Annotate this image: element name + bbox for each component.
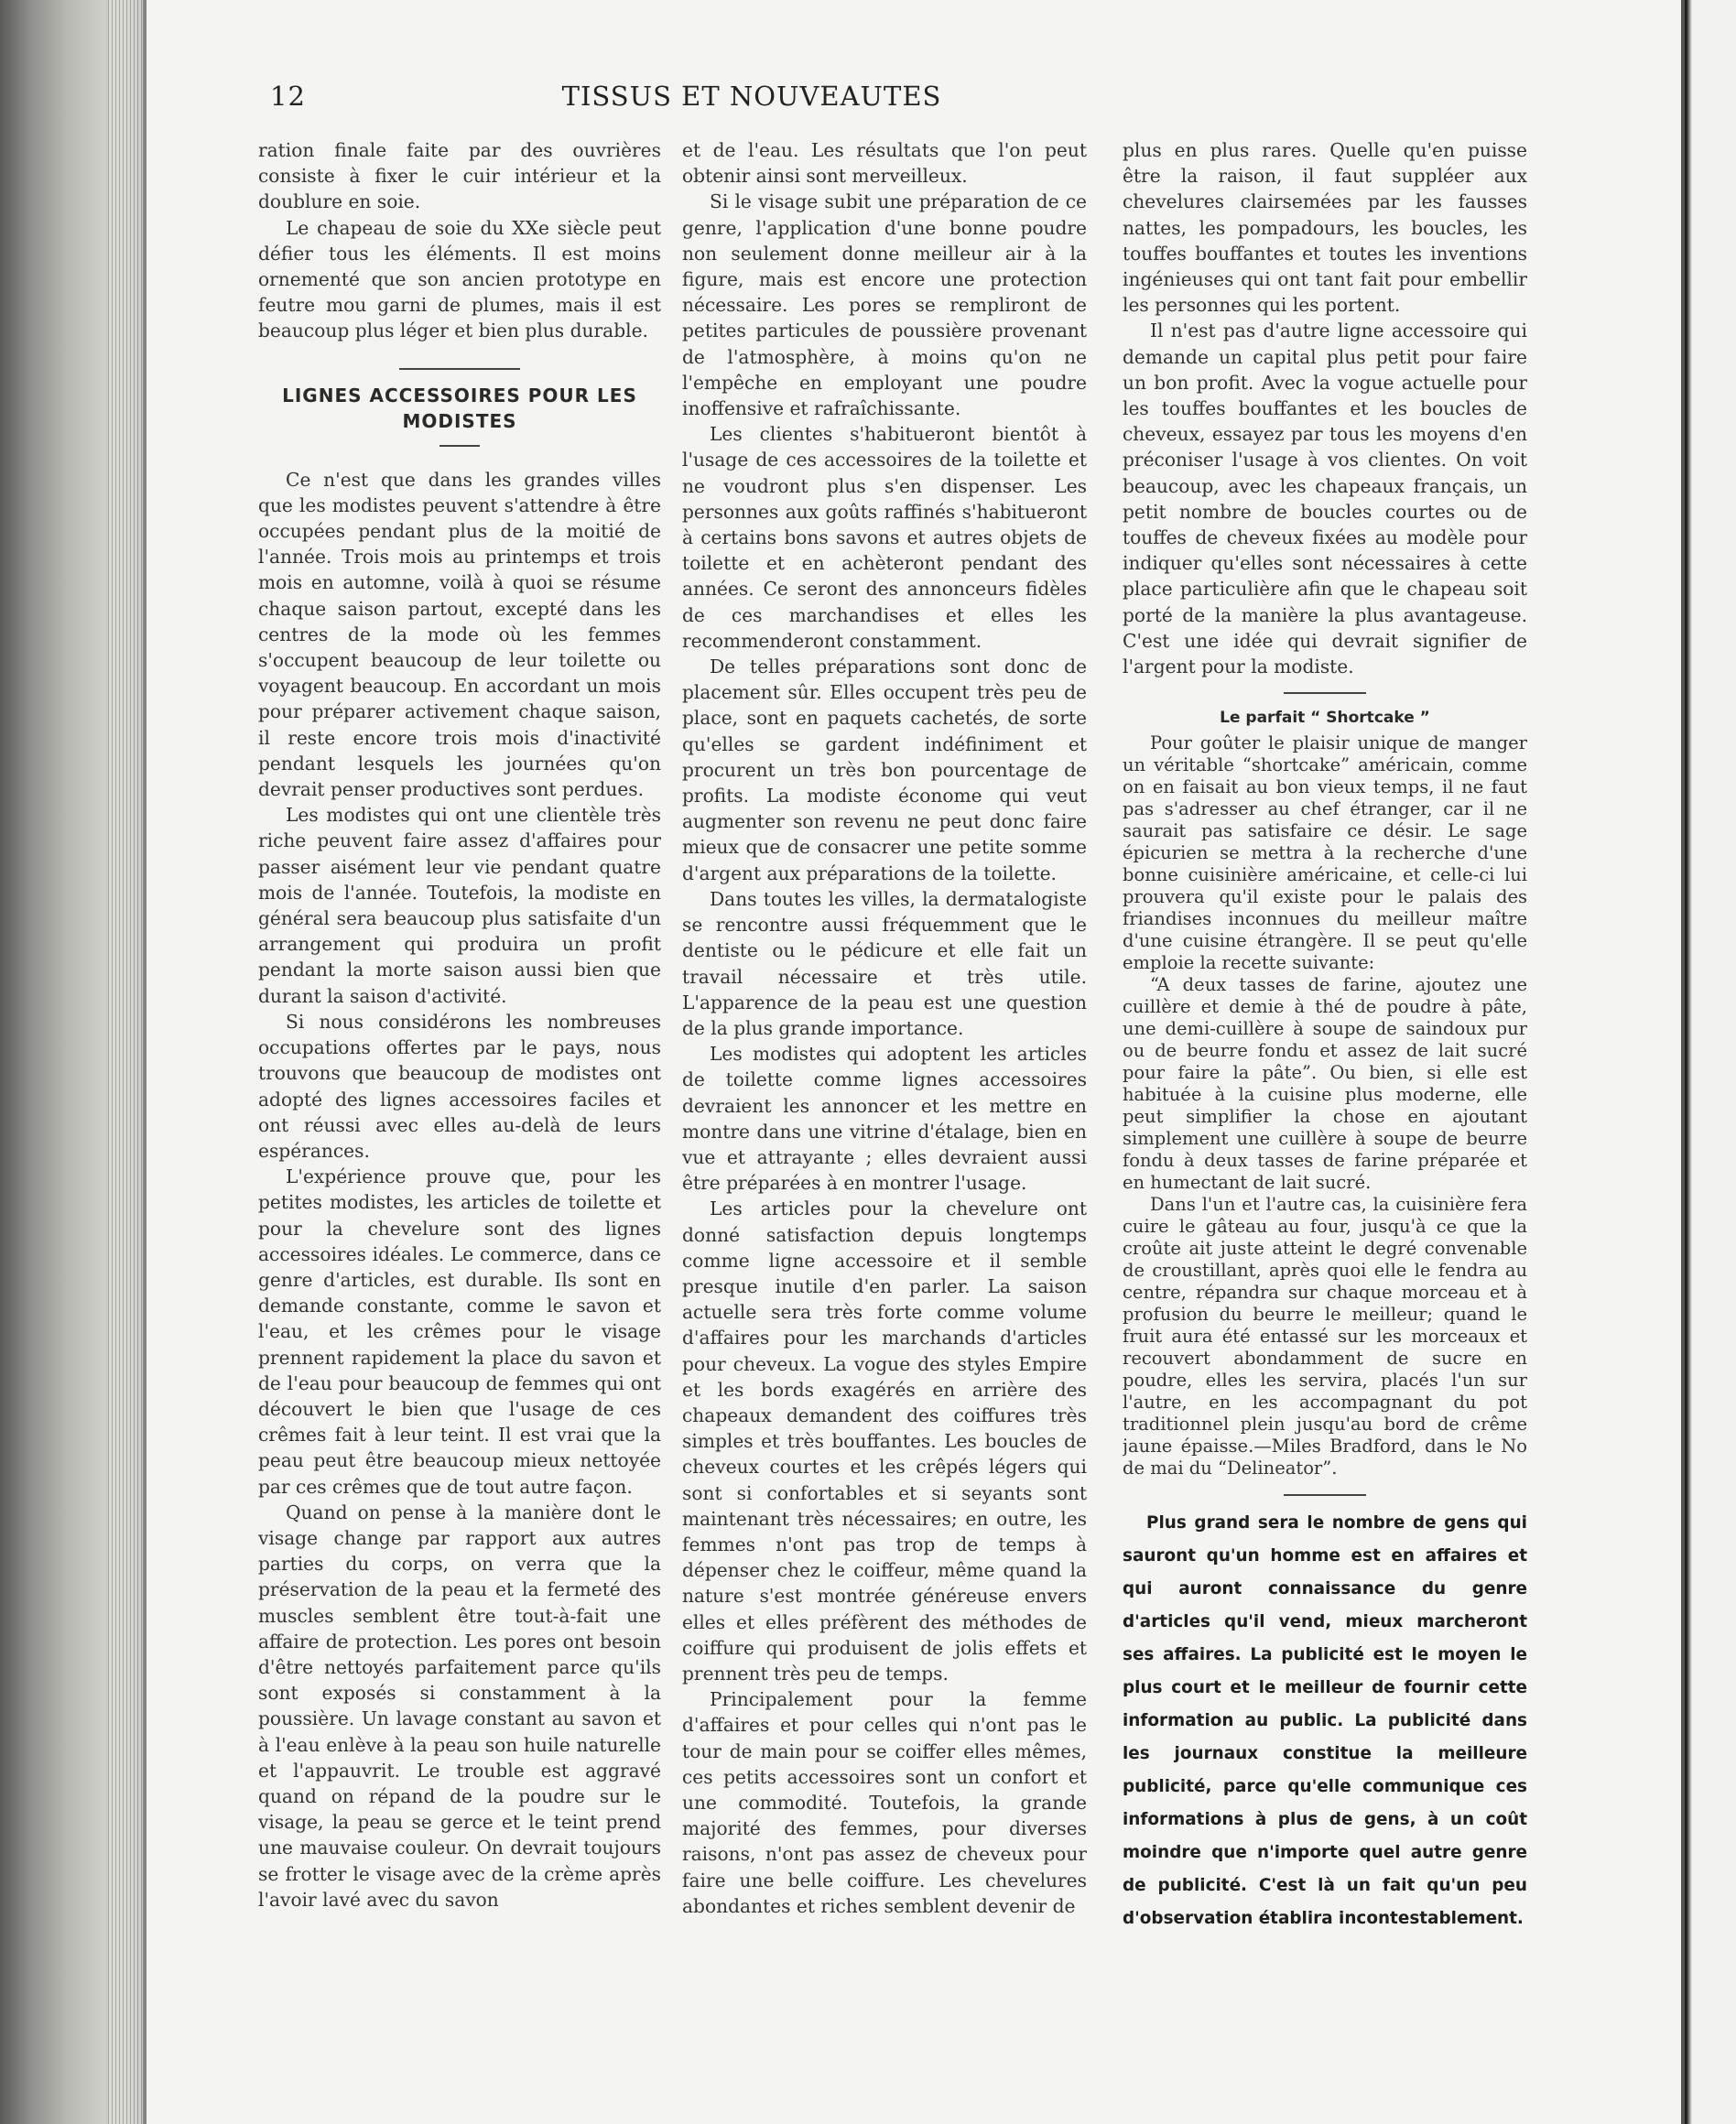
section-divider xyxy=(1284,1494,1366,1496)
paragraph: Si le visage subit une préparation de ce genre, l'application d'une bonne poudre non seulement donne meilleur air à la figure, mais est encore une protection nécessaire. Les pores se rempliront de petites particules de poussière provenant de l'atmosphère, à moins qu'on ne l'empêche en employant une poudre inoffensive et rafraîchissante. xyxy=(682,190,1087,420)
page-header xyxy=(270,81,1233,117)
page-edges xyxy=(108,0,143,2124)
paragraph: L'expérience prouve que, pour les petites modistes, les articles de toilette et pour la chevelure sont des lignes accessoires idéales. Le commerce, dans ce genre d'articles, est durable. Ils sont en demande constante, comme le savon et l'eau, et les crêmes pour le visage prennent rapidement la place du savon et de l'eau pour beaucoup de femmes qui ont découvert le bien que l'usage de ces crêmes fait à leur teint. Il est vrai que la peau peut être beaucoup mieux nettoyée par ces crêmes que de tout autre façon. xyxy=(258,1165,661,1498)
paragraph: “A deux tasses de farine, ajoutez une cuillère et demie à thé de poudre à pâte, une demi-cuillère à soupe de saindoux pur ou de beurre fondu et assez de lait sucré pour faire la pâte”. Ou bien, si elle est habituée à la cuisine plus moderne, elle peut simplifier la chose en ajoutant simplement une cuillère à soupe de beurre fondu à deux tasses de farine préparée et en humectant de lait sucré. xyxy=(1123,974,1527,1194)
paragraph: Le chapeau de soie du XXe siècle peut défier tous les éléments. Il est moins ornementé que son ancien prototype en feutre mou garni de plumes, mais il est beaucoup plus léger et bien plus durable. xyxy=(258,216,661,342)
recipe-text xyxy=(1123,732,1527,1479)
paragraph: et de l'eau. Les résultats que l'on peut obtenir ainsi sont merveilleux. xyxy=(682,139,1087,188)
paragraph: Pour goûter le plaisir unique de manger un véritable “shortcake” américain, comme on en faisait au bon vieux temps, il ne faut pas s'adresser au chef étranger, car il ne saurait pas satisfaire ce désir. Le sage épicurien se mettra à la recherche d'une bonne cuisinière américaine, et celle-ci lui prouvera qu'il existe pour le palais des friandises inconnues du meilleur maître d'une cuisine étrangère. Il se peut qu'elle emploie la recette suivante: xyxy=(1123,732,1527,974)
column-3 xyxy=(1123,137,1527,2023)
paragraph: Les modistes qui adoptent les articles de toilette comme lignes accessoires devraient les annoncer et les mettre en montre dans une vitrine d'étalage, bien en vue et attrayante ; elles devraient aussi être préparées à en montrer l'usage. xyxy=(682,1043,1087,1195)
paragraph: Dans toutes les villes, la dermatalogiste se rencontre aussi fréquemment que le dentiste ou le pédicure et elle fait un travail nécessaire et très utile. L'apparence de la peau est une question de la plus grande importance. xyxy=(682,887,1087,1039)
paragraph: Dans l'un et l'autre cas, la cuisinière fera cuire le gâteau au four, jusqu'à ce que la croûte ait juste atteint le degré convenable de croustillant, après quoi elle le fendra au centre, répandra sur chaque morceau et à profusion du beurre le meilleur; quand le fruit aura été entassé sur les morceaux et recouvert abondamment de sucre en poudre, elles les servira, placés l'un sur l'autre, en les accompagnant du pot traditionnel plein jusqu'au bord de crême jaune épaisse.—Miles Bradford, dans le No de mai du “Delineator”. xyxy=(1123,1194,1527,1479)
paragraph: Les clientes s'habitueront bientôt à l'usage de ces accessoires de la toilette et ne voudront plus s'en dispenser. Les personnes aux goûts raffinés s'habitueront à certains bons savons et autres objets de toilette et en achèteront pendant des années. Ce seront des annonceurs fidèles de ces marchandises et elles les recommenderont constamment. xyxy=(682,423,1087,652)
paragraph: Quand on pense à la manière dont le visage change par rapport aux autres parties du corps, on verra que la préservation de la peau et la fermeté des muscles semblent être tout-à-fait une affaire de protection. Les pores ont besoin d'être nettoyés parfaitement parce qu'ils sont exposés si constamment à la poussière. Un lavage constant au savon et à l'eau enlève à la peau son huile naturelle et l'appauvrit. Le trouble est aggravé quand on répand de la poudre sur le visage, la peau se gerce et le teint prend une mauvaise couleur. On devrait toujours se frotter le visage avec de la crème après l'avoir lavé avec du savon xyxy=(258,1501,661,1911)
column-2 xyxy=(682,137,1087,2023)
page-number: 12 xyxy=(270,81,306,112)
paragraph: plus en plus rares. Quelle qu'en puisse être la raison, il faut suppléer aux chevelures clairsemées par les fausses nattes, les pompadours, les boucles, les touffes bouffantes et toutes les inventions ingénieuses qui ont tant fait pour embellir les personnes qui les portent. xyxy=(1123,139,1527,317)
magazine-page xyxy=(146,0,1685,2124)
heading-divider xyxy=(439,445,480,447)
recipe-heading: Le parfait “ Shortcake ” xyxy=(1220,709,1430,728)
running-title: TISSUS ET NOUVEAUTES xyxy=(561,81,942,112)
advertising-notice: Plus grand sera le nombre de gens qui sauront qu'un homme est en affaires et qui auront connaissance du genre d'articles qu'il vend, mieux marcheront ses affaires. La publicité est le moyen le plus court et le meilleur de fournir cette information au public. La publicité dans les journaux constitue la meilleure publicité, parce qu'elle communique ces informations à plus de gens, à un coût moindre que n'importe quel autre genre de publicité. C'est là un fait qu'un peu d'observation établira incontestablement. xyxy=(1123,1513,1527,1929)
article-heading: LIGNES ACCESSOIRES POUR LES MODISTES xyxy=(282,384,637,432)
paragraph: ration finale faite par des ouvrières consiste à fixer le cuir intérieur et la doublure en soie. xyxy=(258,139,661,213)
paragraph: Si nous considérons les nombreuses occupations offertes par le pays, nous trouvons que beaucoup de modistes ont adopté des lignes accessoires faciles et ont réussi avec elles au-delà de leurs espérances. xyxy=(258,1010,661,1162)
section-divider xyxy=(399,368,520,370)
section-divider xyxy=(1284,692,1366,694)
paragraph: Principalement pour la femme d'affaires et pour celles qui n'ont pas le tour de main pour se coiffer elles mêmes, ces petits accessoires sont un confort et une commodité. Toutefois, la grande majorité des femmes, pour diverses raisons, n'ont pas assez de cheveux pour faire une belle coiffure. Les chevelures abondantes et riches semblent devenir de xyxy=(682,1688,1087,1917)
paragraph: Les articles pour la chevelure ont donné satisfaction depuis longtemps comme ligne accessoire et il semble presque inutile d'en parler. La saison actuelle sera très forte comme volume d'affaires pour les marchands d'articles pour cheveux. La vogue des styles Empire et les bords exagérés en arrière des chapeaux demandent des coiffures très simples et très bouffantes. Les boucles de cheveux courtes et les crêpés légers qui sont si confortables et si seyants sont maintenant très nécessaires; en outre, les femmes n'ont pas trop de temps à dépenser chez le coiffeur, même quand la nature s'est montrée généreuse envers elles et elles préfèrent des méthodes de coiffure qui produisent de jolis effets et prennent très peu de temps. xyxy=(682,1197,1087,1685)
paragraph: Les modistes qui ont une clientèle très riche peuvent faire assez d'affaires pour passer aisément leur vie pendant quatre mois de l'année. Toutefois, la modiste en général sera beaucoup plus satisfaite d'un arrangement qui produira un profit pendant la morte saison aussi bien que durant la saison d'activité. xyxy=(258,804,661,1007)
paragraph: De telles préparations sont donc de placement sûr. Elles occupent très peu de place, sont en paquets cachetés, de sorte qu'elles se gardent indéfiniment et procurent un très bon pourcentage de profits. La modiste économe qui veut augmenter son revenu ne peut donc faire mieux que de consacrer une petite somme d'argent aux préparations de la toilette. xyxy=(682,656,1087,884)
column-1 xyxy=(258,137,661,2023)
paragraph: Ce n'est que dans les grandes villes que les modistes peuvent s'attendre à être occupées pendant plus de la moitié de l'année. Trois mois au printemps et trois mois en automne, voilà à quoi se résume chaque saison partout, excepté dans les centres de la mode où les femmes s'occupent beaucoup de leur toilette ou voyagent beaucoup. En accordant un mois pour préparer activement chaque saison, il reste encore trois mois d'inactivité pendant lesquels les journées qu'on devrait penser productives sont perdues. xyxy=(258,468,661,801)
paragraph: Il n'est pas d'autre ligne accessoire qui demande un capital plus petit pour faire un bon profit. Avec la vogue actuelle pour les touffes bouffantes et les boucles de cheveux, essayez par tous les moyens d'en préconiser l'usage à vos clientes. On voit beaucoup, avec les chapeaux français, un petit nombre de boucles courtes ou de touffes de cheveux fixées au modèle pour indiquer qu'elles sont nécessaires à cette place particulière afin que le chapeau soit porté de la manière la plus avantageuse. C'est une idée qui devrait signifier de l'argent pour la modiste. xyxy=(1123,320,1527,678)
next-page-edge xyxy=(1681,0,1736,2124)
